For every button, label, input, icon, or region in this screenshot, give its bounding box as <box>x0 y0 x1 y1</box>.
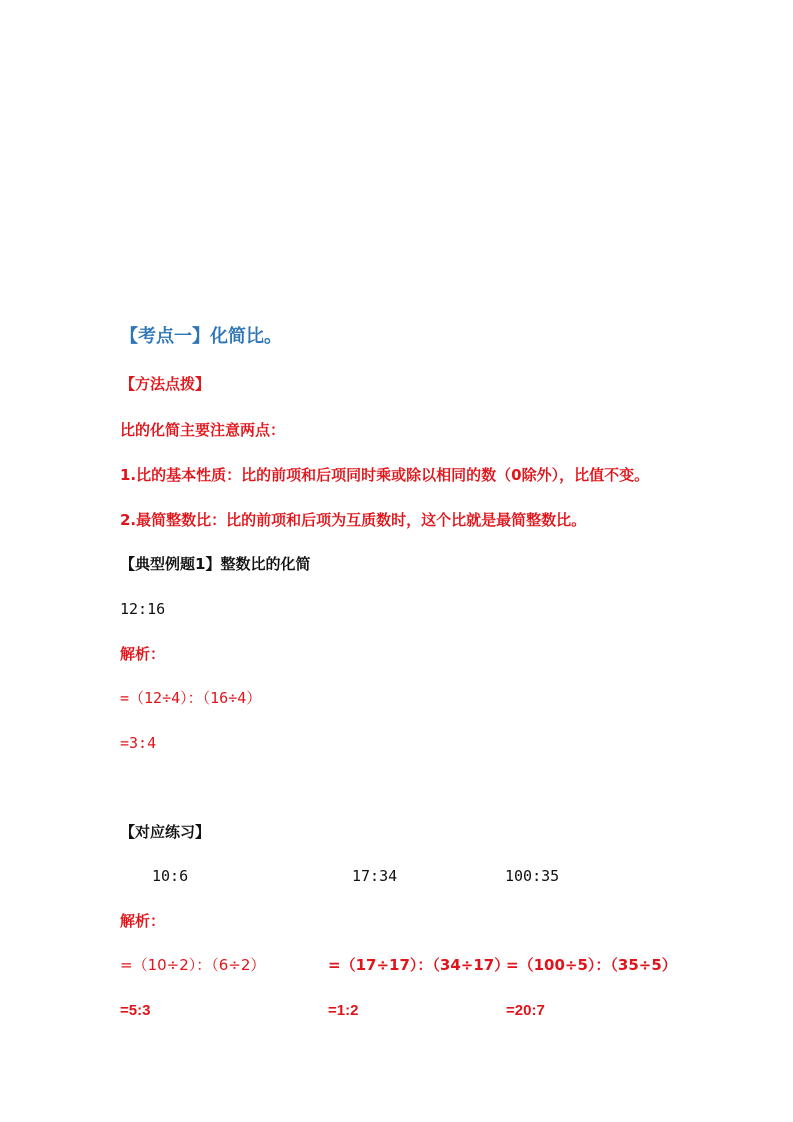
practice-step-2: =（17÷17）：（34÷17） <box>328 956 510 974</box>
method-point-2: 2.最简整数比：比的前项和后项为互质数时，这个比就是最简整数比。 <box>120 511 587 529</box>
practice-step-3: =（100÷5）：（35÷5） <box>506 956 677 974</box>
section-title: 【考点一】化简比。 <box>120 326 282 347</box>
practice-problem-2: 17:34 <box>352 867 398 885</box>
example-heading: 【典型例题1】整数比的化简 <box>120 555 311 573</box>
example-analysis-label: 解析： <box>120 645 166 663</box>
practice-result-1: =5:3 <box>120 1002 151 1019</box>
practice-step-1: =（10÷2）：（6÷2） <box>120 956 266 974</box>
example-problem: 12:16 <box>120 600 166 618</box>
practice-heading: 【对应练习】 <box>120 823 211 841</box>
example-result: =3:4 <box>120 734 157 752</box>
practice-problem-3: 100:35 <box>505 867 560 885</box>
practice-result-3: =20:7 <box>506 1002 545 1019</box>
method-point-1: 1.比的基本性质：比的前项和后项同时乘或除以相同的数（0除外），比值不变。 <box>120 466 650 484</box>
practice-result-2: =1:2 <box>328 1002 359 1019</box>
example-step: =（12÷4）：（16÷4） <box>120 689 262 707</box>
method-heading: 【方法点拨】 <box>120 375 211 393</box>
practice-analysis-label: 解析： <box>120 912 166 930</box>
practice-problem-1: 10:6 <box>152 867 189 885</box>
method-intro: 比的化简主要注意两点： <box>120 421 286 439</box>
